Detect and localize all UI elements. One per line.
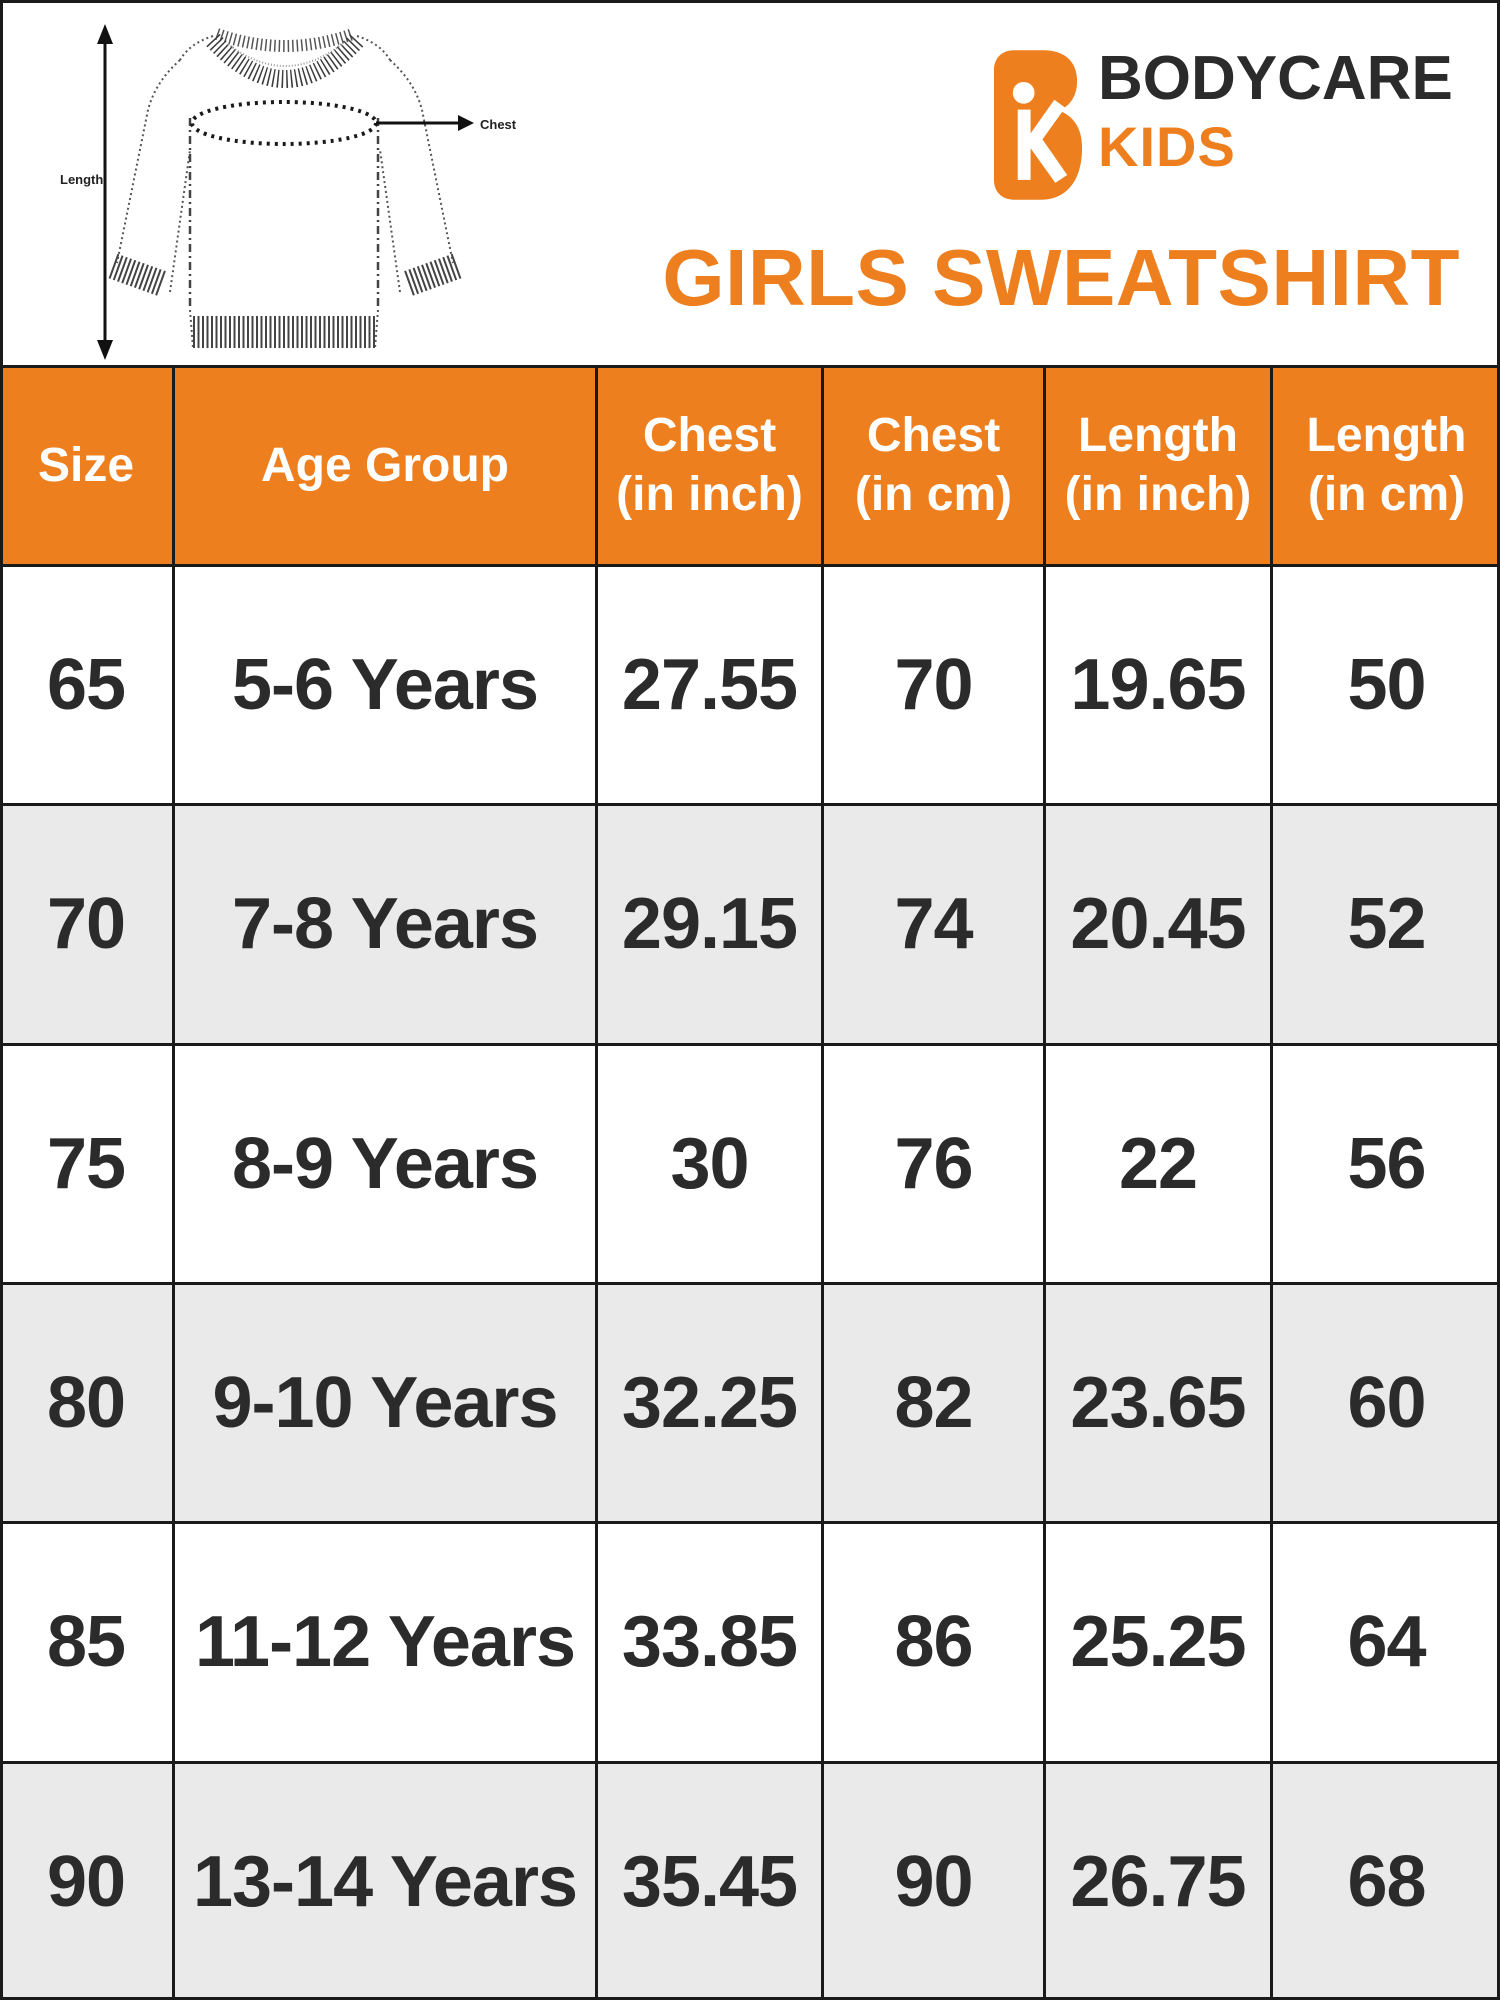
table-cell: 8-9 Years	[175, 1046, 595, 1282]
brand-sub-name: KIDS	[1098, 115, 1236, 178]
table-cell: 65	[0, 567, 172, 803]
table-cell: 5-6 Years	[175, 567, 595, 803]
table-cell: 68	[1273, 1764, 1500, 2000]
bodycare-b-icon	[992, 48, 1086, 202]
table-cell: 25.25	[1046, 1524, 1270, 1760]
header-chest-inch	[598, 368, 821, 564]
header-length-cm	[1273, 368, 1500, 564]
table-cell: 20.45	[1046, 806, 1270, 1042]
sweatshirt-cuffs-hem	[113, 266, 457, 332]
length-label: Length	[60, 172, 104, 187]
table-cell: 13-14 Years	[175, 1764, 595, 2000]
logo-text	[1098, 44, 1453, 178]
table-cell: 9-10 Years	[175, 1285, 595, 1521]
table-cell: 76	[824, 1046, 1043, 1282]
table-cell: 29.15	[598, 806, 821, 1042]
page-title: GIRLS SWEATSHIRT	[662, 233, 1460, 322]
table-cell: 70	[0, 806, 172, 1042]
chest-label: Chest	[480, 117, 517, 132]
table-cell: 60	[1273, 1285, 1500, 1521]
table-cell: 86	[824, 1524, 1043, 1760]
table-cell: 52	[1273, 806, 1500, 1042]
table-cell: 75	[0, 1046, 172, 1282]
size-table	[0, 365, 1500, 2000]
table-cell: 50	[1273, 567, 1500, 803]
table-cell: 19.65	[1046, 567, 1270, 803]
table-cell: 85	[0, 1524, 172, 1760]
sweatshirt-outline	[117, 36, 453, 348]
header-chest-cm	[824, 368, 1043, 564]
table-cell: 35.45	[598, 1764, 821, 2000]
table-cell: 64	[1273, 1524, 1500, 1760]
sweatshirt-diagram	[0, 0, 560, 365]
bodycare-kids-logo	[992, 44, 1453, 202]
table-cell: 22	[1046, 1046, 1270, 1282]
table-cell: 56	[1273, 1046, 1500, 1282]
table-cell: 27.55	[598, 567, 821, 803]
header-length-inch	[1046, 368, 1270, 564]
table-cell: 74	[824, 806, 1043, 1042]
header-text: Length	[1306, 409, 1467, 463]
length-arrow-icon	[97, 24, 113, 360]
sweatshirt-side-seams	[190, 118, 378, 310]
header-text: (in inch)	[616, 468, 803, 521]
header-text: Age Group	[261, 438, 509, 492]
sweatshirt-collar	[213, 34, 357, 79]
header-text: (in cm)	[1307, 468, 1466, 521]
header-size	[0, 368, 172, 564]
chest-ellipse	[192, 102, 376, 144]
table-cell: 82	[824, 1285, 1043, 1521]
table-cell: 7-8 Years	[175, 806, 595, 1042]
table-cell: 80	[0, 1285, 172, 1521]
header-text: (in cm)	[854, 468, 1013, 521]
table-cell: 30	[598, 1046, 821, 1282]
header-text: Length	[1078, 409, 1238, 463]
table-cell: 32.25	[598, 1285, 821, 1521]
chest-arrow-icon	[376, 115, 474, 131]
header-age-group	[175, 368, 595, 564]
table-cell: 90	[824, 1764, 1043, 2000]
table-cell: 90	[0, 1764, 172, 2000]
header-text: Chest	[642, 409, 777, 463]
header-text: Chest	[866, 409, 1001, 463]
brand-name: BODYCARE	[1098, 44, 1453, 113]
table-cell: 26.75	[1046, 1764, 1270, 2000]
table-cell: 11-12 Years	[175, 1524, 595, 1760]
header-text: Size	[37, 438, 135, 492]
table-cell: 33.85	[598, 1524, 821, 1760]
table-cell: 23.65	[1046, 1285, 1270, 1521]
table-cell: 70	[824, 567, 1043, 803]
header-text: (in inch)	[1064, 468, 1252, 521]
